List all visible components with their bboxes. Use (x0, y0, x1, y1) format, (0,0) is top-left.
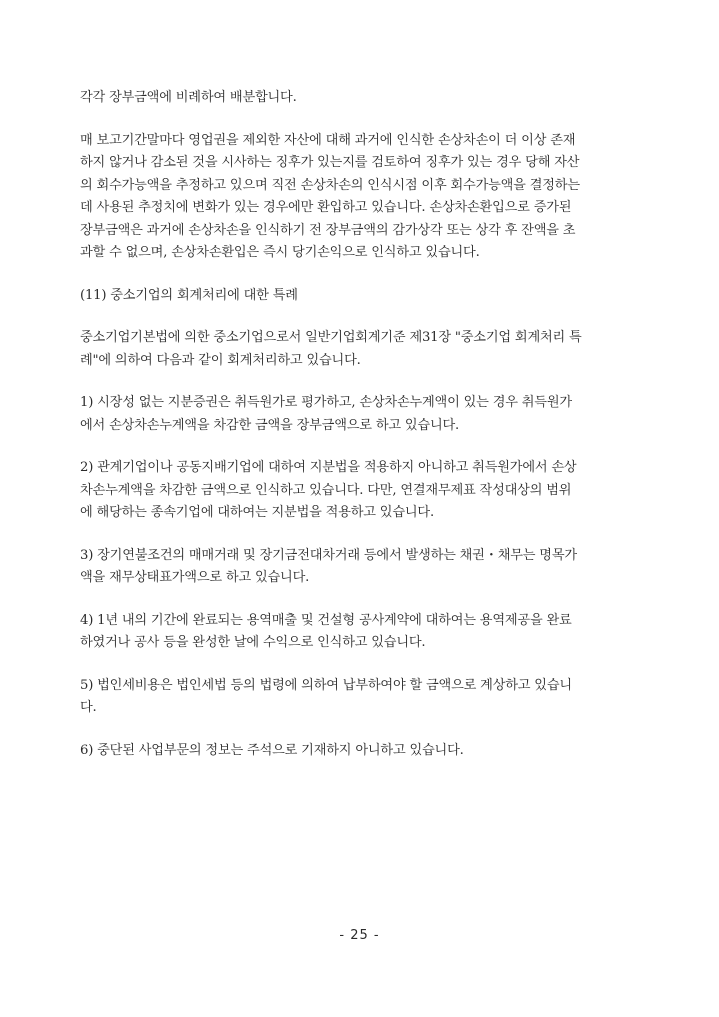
text-line: 데 사용된 추정치에 변화가 있는 경우에만 환입하고 있습니다. 손상차손환입으로 증가된 (80, 200, 572, 215)
list-item-1 (80, 392, 636, 437)
text-line: 2) 관계기업이나 공동지배기업에 대하여 지분법을 적용하지 아니하고 취득원가에서 손상 (80, 460, 577, 475)
heading-text: (11) 중소기업의 회계처리에 대한 특례 (80, 287, 298, 303)
text-line: 과할 수 없으며, 손상차손환입은 즉시 당기손익으로 인식하고 있습니다. (80, 245, 480, 260)
list-item-4 (80, 610, 636, 655)
text-line: 장부금액은 과거에 손상차손을 인식하기 전 장부금액의 감가상각 또는 상각 후 잔액을 초 (80, 222, 576, 238)
text-line: 차손누계액을 차감한 금액으로 인식하고 있습니다. 다만, 연결재무제표 작성대상의 범위 (80, 482, 572, 498)
text-line: 중소기업기본법에 의한 중소기업으로서 일반기업회계기준 제31장 "중소기업 회계처리 특 (80, 330, 582, 345)
text-line: 1) 시장성 없는 지분증권은 취득원가로 평가하고, 손상차손누계액이 있는 경우 취득원가 (80, 395, 572, 410)
text-line: 하였거나 공사 등을 완성한 날에 수익으로 인식하고 있습니다. (80, 635, 426, 650)
list-item-6 (80, 740, 636, 763)
paragraph-impairment-reversal (80, 130, 636, 265)
list-item-2 (80, 457, 636, 525)
text-line: 4) 1년 내의 기간에 완료되는 용역매출 및 건설형 공사계약에 대하여는 용역제공을 완료 (80, 612, 572, 628)
text-line: 다. (80, 700, 97, 715)
paragraph-allocation (80, 87, 636, 110)
text-line: 6) 중단된 사업부문의 정보는 주석으로 기재하지 아니하고 있습니다. (80, 742, 464, 758)
text-line: 액을 재무상태표가액으로 하고 있습니다. (80, 570, 310, 585)
text-line: 에서 손상차손누계액을 차감한 금액을 장부금액으로 하고 있습니다. (80, 417, 460, 433)
text-line: 례"에 의하여 다음과 같이 회계처리하고 있습니다. (80, 352, 361, 368)
paragraph-sme-intro (80, 327, 636, 372)
text-line: 5) 법인세비용은 법인세법 등의 법령에 의하여 납부하여야 할 금액으로 계상하고 있습니 (80, 677, 572, 693)
list-item-3 (80, 545, 636, 590)
text-line: 의 회수가능액을 추정하고 있으며 직전 손상차손의 인식시점 이후 회수가능액을 결정하는 (80, 177, 580, 193)
text-line: 각각 장부금액에 비례하여 배분합니다. (80, 90, 297, 105)
text-line: 하지 않거나 감소된 것을 시사하는 징후가 있는지를 검토하여 징후가 있는 경우 당해 자산 (80, 155, 580, 170)
page-number: - 25 - (339, 928, 380, 943)
text-line: 매 보고기간말마다 영업권을 제외한 자산에 대해 과거에 인식한 손상차손이 더 이상 존재 (80, 132, 576, 148)
text-line: 에 해당하는 종속기업에 대하여는 지분법을 적용하고 있습니다. (80, 505, 434, 520)
document-body (80, 87, 636, 762)
section-heading (80, 285, 636, 308)
list-item-5 (80, 675, 636, 720)
text-line: 3) 장기연불조건의 매매거래 및 장기금전대차거래 등에서 발생하는 채권・채무는 명목가 (80, 547, 577, 563)
